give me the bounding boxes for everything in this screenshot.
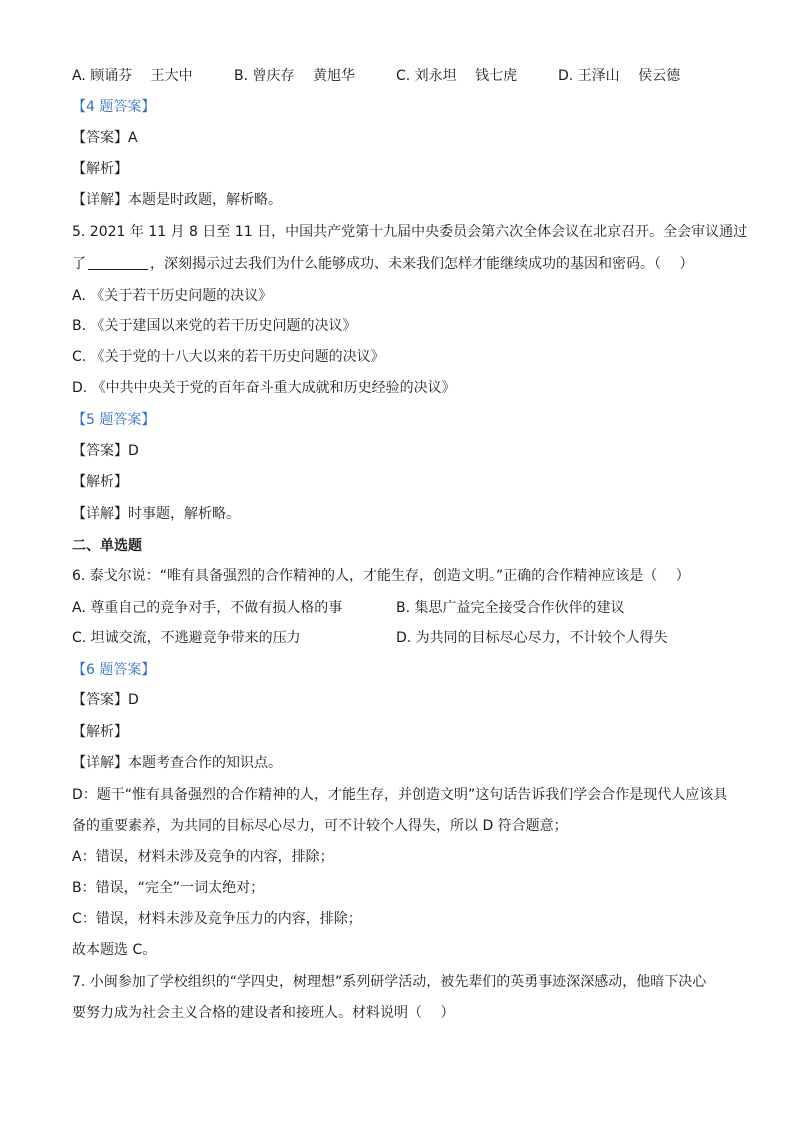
q5-stem-line2 (72, 254, 693, 274)
q6-option-b: B. 集思广益完全接受合作伙伴的建议 (396, 600, 625, 616)
q5-option-d: D. 《中共中央关于党的百年奋斗重大成就和历史经验的决议》 (72, 380, 456, 396)
q6-explain-b: B：错误，“完全”一词太绝对； (72, 880, 265, 896)
fill-in-blank (88, 255, 148, 270)
q7-stem-line2: 要努力成为社会主义合格的建设者和接班人。材料说明（ ） (72, 1005, 455, 1021)
q5-stem-suffix: ，深刻揭示过去我们为什么能够成功、未来我们怎样才能继续成功的基因和密码。（ ） (150, 256, 694, 272)
q7-stem-line1: 7. 小闽参加了学校组织的“学四史，树理想”系列研学活动，被先辈们的英勇事迹深深感动，他暗下决心 (72, 974, 707, 990)
q6-answer: 【答案】D (72, 692, 139, 708)
q5-detail: 【详解】时事题，解析略。 (72, 506, 240, 522)
q4-analysis: 【解析】 (72, 161, 128, 177)
q6-option-d: D. 为共同的目标尽心尽力，不计较个人得失 (396, 630, 668, 646)
q6-explain-d-line2: 备的重要素养，为共同的目标尽心尽力，可不计较个人得失，所以 D 符合题意； (72, 818, 568, 834)
q4-option-c: C. 刘永坦 钱七虎 (396, 68, 518, 84)
section-title: 二、单选题 (72, 538, 142, 554)
q5-option-c: C. 《关于党的十八大以来的若干历史问题的决议》 (72, 349, 385, 365)
q6-answer-tag: 【6 题答案】 (72, 662, 156, 678)
q4-option-a: A. 顾诵芬 王大中 (72, 68, 193, 84)
q4-detail: 【详解】本题是时政题，解析略。 (72, 192, 282, 208)
q6-option-a: A. 尊重自己的竞争对手，不做有损人格的事 (72, 600, 343, 616)
q5-stem-prefix: 了 (72, 256, 86, 272)
q6-stem: 6. 泰戈尔说：“唯有具备强烈的合作精神的人，才能生存，创造文明。”正确的合作精神应该是（ ） (72, 568, 690, 584)
q4-option-b: B. 曾庆存 黄旭华 (234, 68, 355, 84)
q6-explain-a: A：错误，材料未涉及竞争的内容，排除； (72, 849, 334, 865)
q5-option-a: A. 《关于若干历史问题的决议》 (72, 288, 273, 304)
q6-conclusion: 故本题选 C。 (72, 942, 157, 958)
q6-analysis: 【解析】 (72, 724, 128, 740)
q4-answer: 【答案】A (72, 130, 138, 146)
q4-option-d: D. 王泽山 侯云德 (558, 68, 681, 84)
q4-answer-tag: 【4 题答案】 (72, 99, 156, 115)
q6-detail: 【详解】本题考查合作的知识点。 (72, 755, 282, 771)
q5-answer: 【答案】D (72, 443, 139, 459)
q5-answer-tag: 【5 题答案】 (72, 412, 156, 428)
q6-explain-c: C：错误，材料未涉及竞争压力的内容，排除； (72, 911, 362, 927)
q6-explain-d-line1: D：题干“惟有具备强烈的合作精神的人，才能生存，并创造文明”这句话告诉我们学会合作是现代人应该具 (72, 787, 728, 803)
q5-analysis: 【解析】 (72, 474, 128, 490)
q6-option-c: C. 坦诚交流，不逃避竞争带来的压力 (72, 630, 301, 646)
q5-option-b: B. 《关于建国以来党的若干历史问题的决议》 (72, 318, 357, 334)
q5-stem-line1: 5. 2021 年 11 月 8 日至 11 日，中国共产党第十九届中央委员会第六次全体会议在北京召开。全会审议通过 (72, 224, 748, 240)
